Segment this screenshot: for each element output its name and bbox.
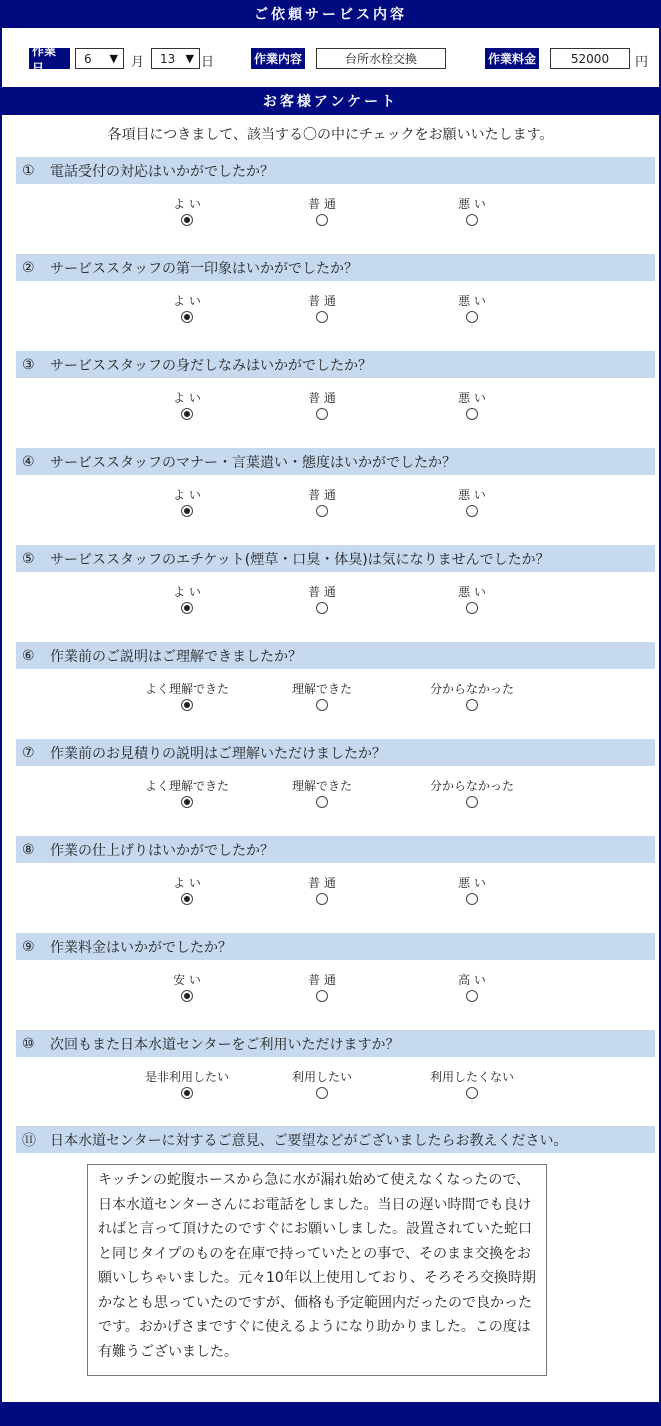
answer-option bbox=[272, 488, 372, 520]
radio-button[interactable] bbox=[466, 505, 478, 517]
radio-button[interactable] bbox=[181, 311, 193, 323]
answer-option-label: よく理解できた bbox=[144, 682, 229, 696]
radio-button[interactable] bbox=[316, 796, 328, 808]
month-select[interactable] bbox=[75, 48, 124, 69]
radio-button[interactable] bbox=[316, 990, 328, 1002]
radio-button[interactable] bbox=[466, 990, 478, 1002]
radio-button[interactable] bbox=[181, 796, 193, 808]
radio-button[interactable] bbox=[466, 311, 478, 323]
radio-button[interactable] bbox=[466, 699, 478, 711]
date-label: 作業日 bbox=[29, 48, 70, 69]
work-label: 作業内容 bbox=[251, 48, 305, 69]
day-value: 13 bbox=[160, 51, 176, 66]
answer-option-label: 理解できた bbox=[291, 779, 352, 793]
answer-option-label: 悪 い bbox=[458, 197, 486, 211]
question-number: ⑥ bbox=[22, 647, 35, 664]
answer-option bbox=[422, 585, 522, 617]
question-2 bbox=[16, 254, 655, 281]
answer-option bbox=[272, 391, 372, 423]
question-number: ⑦ bbox=[22, 744, 35, 761]
answer-option bbox=[272, 197, 372, 229]
radio-button[interactable] bbox=[466, 602, 478, 614]
answer-option-label: 安 い bbox=[173, 973, 201, 987]
answer-option-label: 利用したくない bbox=[429, 1070, 514, 1084]
answer-option-label: 悪 い bbox=[458, 391, 486, 405]
day-select[interactable] bbox=[151, 48, 200, 69]
radio-button[interactable] bbox=[181, 1087, 193, 1099]
answer-option bbox=[422, 391, 522, 423]
radio-button[interactable] bbox=[316, 408, 328, 420]
radio-button[interactable] bbox=[316, 1087, 328, 1099]
radio-button[interactable] bbox=[181, 408, 193, 420]
radio-button[interactable] bbox=[181, 990, 193, 1002]
answer-option bbox=[137, 197, 237, 229]
answer-option bbox=[422, 779, 522, 811]
answer-option-label: よ い bbox=[173, 197, 201, 211]
question-number: ⑨ bbox=[22, 938, 35, 955]
answer-option bbox=[422, 294, 522, 326]
answer-option bbox=[137, 585, 237, 617]
work-content-field: 台所水栓交換 bbox=[316, 48, 446, 69]
fee-unit: 円 bbox=[635, 55, 649, 70]
answer-option-label: 悪 い bbox=[458, 294, 486, 308]
radio-button[interactable] bbox=[181, 699, 193, 711]
answer-option bbox=[422, 682, 522, 714]
answer-option bbox=[137, 488, 237, 520]
answer-option-label: 普 通 bbox=[308, 197, 336, 211]
question-number: ⑪ bbox=[22, 1132, 36, 1149]
answer-option bbox=[272, 294, 372, 326]
question-number: ⑧ bbox=[22, 841, 35, 858]
radio-button[interactable] bbox=[316, 893, 328, 905]
question-number: ⑩ bbox=[22, 1035, 35, 1052]
answer-option-label: 普 通 bbox=[308, 973, 336, 987]
service-info-row bbox=[0, 43, 661, 75]
answer-option-label: 是非利用したい bbox=[144, 1070, 229, 1084]
month-unit: 月 bbox=[131, 55, 145, 70]
answer-option-label: よく理解できた bbox=[144, 779, 229, 793]
question-4 bbox=[16, 448, 655, 475]
answer-option bbox=[272, 973, 372, 1005]
question-free-comment bbox=[16, 1126, 655, 1153]
radio-button[interactable] bbox=[181, 602, 193, 614]
answer-option bbox=[272, 876, 372, 908]
question-10 bbox=[16, 1030, 655, 1057]
answer-option-label: よ い bbox=[173, 488, 201, 502]
radio-button[interactable] bbox=[316, 311, 328, 323]
question-text: サービススタッフのマナー・言葉遣い・態度はいかがでしたか？ bbox=[50, 454, 456, 471]
question-text: サービススタッフの第一印象はいかがでしたか？ bbox=[50, 260, 358, 277]
answer-option-label: 高 い bbox=[458, 973, 486, 987]
radio-button[interactable] bbox=[181, 505, 193, 517]
answer-option bbox=[422, 197, 522, 229]
question-text: 作業料金はいかがでしたか？ bbox=[50, 939, 232, 956]
question-text: 電話受付の対応はいかがでしたか？ bbox=[50, 163, 274, 180]
radio-button[interactable] bbox=[466, 1087, 478, 1099]
radio-button[interactable] bbox=[466, 214, 478, 226]
question-text: 作業前のご説明はご理解できましたか？ bbox=[50, 648, 302, 665]
answer-option-label: 分からなかった bbox=[429, 779, 514, 793]
chevron-down-icon: ▼ bbox=[185, 52, 194, 65]
question-6 bbox=[16, 642, 655, 669]
comment-textarea[interactable]: キッチンの蛇腹ホースから急に水が漏れ始めて使えなくなったので、日本水道センターさんにお電話をしました。当日の遅い時間でも良ければと言って頂けたのですぐにお願いしました。設置されていた蛇口と同じタイプのものを在庫で持っていたとの事で、そのまま交換をお願いしちゃいました。元々10年以上使用しており、そろそろ交換時期かなとも思っていたのですが、価格も予定範囲内だったので良かったです。おかげさまですぐに使えるようになり助かりました。この度は有難うございました。 bbox=[87, 1164, 547, 1376]
answer-option bbox=[422, 876, 522, 908]
question-7 bbox=[16, 739, 655, 766]
day-unit: 日 bbox=[201, 55, 215, 70]
answer-option bbox=[137, 391, 237, 423]
radio-button[interactable] bbox=[181, 893, 193, 905]
answer-option-label: よ い bbox=[173, 391, 201, 405]
radio-button[interactable] bbox=[316, 505, 328, 517]
chevron-down-icon: ▼ bbox=[109, 52, 118, 65]
survey-header bbox=[0, 87, 661, 115]
answer-option-label: 普 通 bbox=[308, 876, 336, 890]
answer-option-label: 悪 い bbox=[458, 585, 486, 599]
question-1 bbox=[16, 157, 655, 184]
radio-button[interactable] bbox=[316, 699, 328, 711]
question-5 bbox=[16, 545, 655, 572]
survey-intro: 各項目につきまして、該当する〇の中にチェックをお願いいたします。 bbox=[107, 127, 554, 143]
radio-button[interactable] bbox=[466, 796, 478, 808]
answer-option bbox=[137, 779, 237, 811]
answer-option-label: 普 通 bbox=[308, 585, 336, 599]
question-text: サービススタッフの身だしなみはいかがでしたか？ bbox=[50, 357, 372, 374]
answer-option bbox=[422, 1070, 522, 1102]
radio-button[interactable] bbox=[181, 214, 193, 226]
answer-option bbox=[272, 1070, 372, 1102]
answer-option bbox=[272, 682, 372, 714]
answer-option-label: 利用したい bbox=[291, 1070, 352, 1084]
answer-option bbox=[137, 682, 237, 714]
question-text: 日本水道センターに対するご意見、ご要望などがございましたらお教えください。 bbox=[50, 1132, 568, 1149]
fee-field: 52000 bbox=[550, 48, 630, 69]
footer-band bbox=[0, 1402, 661, 1426]
question-number: ② bbox=[22, 259, 35, 276]
answer-option bbox=[137, 973, 237, 1005]
answer-option-label: よ い bbox=[173, 876, 201, 890]
question-text: 作業の仕上げりはいかがでしたか？ bbox=[50, 842, 274, 859]
answer-option-label: 悪 い bbox=[458, 488, 486, 502]
answer-option-label: よ い bbox=[173, 585, 201, 599]
answer-option bbox=[137, 294, 237, 326]
answer-option-label: 悪 い bbox=[458, 876, 486, 890]
answer-option bbox=[272, 585, 372, 617]
question-3 bbox=[16, 351, 655, 378]
question-9 bbox=[16, 933, 655, 960]
question-number: ③ bbox=[22, 356, 35, 373]
answer-option-label: よ い bbox=[173, 294, 201, 308]
service-header bbox=[0, 0, 661, 28]
answer-option-label: 普 通 bbox=[308, 294, 336, 308]
answer-option-label: 普 通 bbox=[308, 391, 336, 405]
question-number: ④ bbox=[22, 453, 35, 470]
service-header-title: ご依頼サービス内容 bbox=[254, 7, 407, 23]
survey-header-title: お客様アンケート bbox=[262, 94, 399, 110]
question-number: ⑤ bbox=[22, 550, 35, 567]
answer-option bbox=[137, 1070, 237, 1102]
radio-button[interactable] bbox=[466, 408, 478, 420]
question-number: ① bbox=[22, 162, 35, 179]
answer-option bbox=[137, 876, 237, 908]
radio-button[interactable] bbox=[316, 214, 328, 226]
question-text: 作業前のお見積りの説明はご理解いただけましたか？ bbox=[50, 745, 386, 762]
question-text: 次回もまた日本水道センターをご利用いただけますか？ bbox=[50, 1036, 400, 1053]
answer-option-label: 分からなかった bbox=[429, 682, 514, 696]
question-text: サービススタッフのエチケット(煙草・口臭・体臭)は気になりませんでしたか？ bbox=[50, 551, 550, 568]
answer-option-label: 普 通 bbox=[308, 488, 336, 502]
radio-button[interactable] bbox=[316, 602, 328, 614]
answer-option bbox=[272, 779, 372, 811]
fee-label: 作業料金 bbox=[485, 48, 539, 69]
radio-button[interactable] bbox=[466, 893, 478, 905]
answer-option bbox=[422, 973, 522, 1005]
answer-option-label: 理解できた bbox=[291, 682, 352, 696]
month-value: 6 bbox=[84, 51, 92, 66]
answer-option bbox=[422, 488, 522, 520]
question-8 bbox=[16, 836, 655, 863]
